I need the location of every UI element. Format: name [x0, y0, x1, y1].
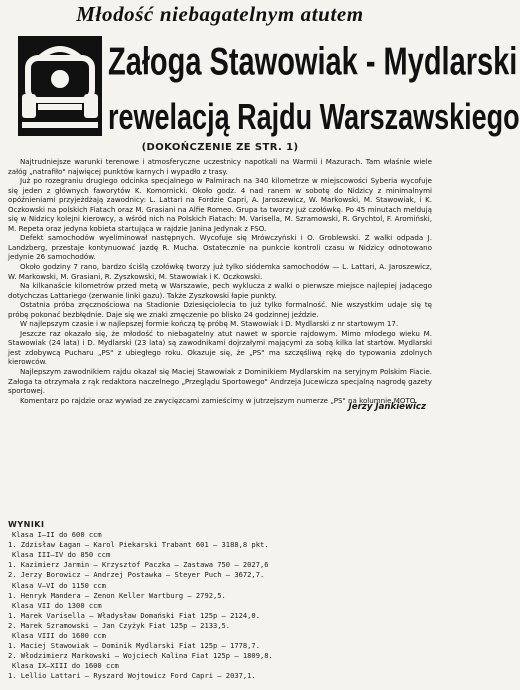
results-list — [8, 520, 432, 682]
paragraph: Już po rozegraniu drugiego odcinka specjalnego w Palmirach na 340 kilometrze w miejscowości Syberia wycofuje się jeden z głównych faworytów K. Komornicki. Około godz. 4 nad ranem w sobotę do Nidzicy z minimalnymi opóźnieniami przyjeżdżają zawodnicy: L. Lattari na Fordzie Capri, A. Jaroszewicz, W. Markowski, M. Stawowiak, i K. Oczkowski na polskich Fiatach oraz M. Grasiani na Alfie Romeo. Grupa ta tworzy już czołówkę. Po 45 minutach meldują się w Nidzicy kolejni kierowcy, a wśród nich na Polskich Fiatach: M. Varisella, M. Szramowski, R. Grychtol, F. Aromiński, M. Repeta oraz jedyna kobieta startująca w rajdzie Janina Jedynak z FSO. — [8, 176, 432, 233]
continued-note: (DOKOŃCZENIE ZE STR. 1) — [141, 142, 299, 153]
results-line: Klasa IX—XIII do 1600 ccm — [12, 661, 119, 671]
results-line: 2. Jerzy Borowicz — Andrzej Postawka — Steyer Puch — 3672,7. — [8, 570, 265, 580]
headline-line-1: Załoga Stawowiak - Mydlarski — [108, 40, 518, 84]
results-line: Klasa VIII do 1600 ccm — [12, 631, 106, 641]
results-line: 2. Włodzimierz Markowski — Wojciech Kalina Fiat 125p — 1809,8. — [8, 651, 273, 661]
results-line: 1. Zdzisław Łagan — Karol Piekarski Trabant 601 — 3188,8 pkt. — [8, 540, 269, 550]
rally-logo — [18, 36, 102, 136]
results-heading: WYNIKI — [8, 520, 45, 529]
paragraph: Jeszcze raz okazało się, że młodość to niebagatelny atut nawet w sporcie rajdowym. Mimo młodego wieku M. Stawowiak (24 lata) i D. Mydlarski (23 lata) są zawodnikami dojrzałymi mającymi za sobą kilka lat startów. Mydlarski jest zdobywcą Pucharu „PS" z ubiegłego roku. Okazuje się, że „PS" ma szczęśliwą rękę do typowania zdolnych kierowców. — [8, 328, 432, 367]
results-line: 2. Marek Szramowski — Jan Czyżyk Fiat 125p — 2133,5. — [8, 620, 231, 630]
rally-car-front-icon — [18, 36, 102, 136]
results-line: Klasa III—IV do 850 ccm — [12, 550, 111, 560]
paragraph: W najlepszym czasie i w najlepszej formie kończą tę próbę M. Stawowiak i D. Mydlarski z nr startowym 17. — [20, 319, 399, 329]
article-body — [8, 157, 432, 413]
results-line: 1. Henryk Mandera — Zenon Keller Wartburg — 2792,5. — [8, 590, 226, 600]
paragraph: Około godziny 7 rano, bardzo ściślą czołówkę tworzy już tylko siódemka samochodów — L. Lattari, A. Jaroszewicz, W. Markowski, M. Grasiani, R. Zyszkowski, M. Stawowiak i K. Oczkowski. — [8, 262, 432, 281]
article-headline — [108, 34, 520, 138]
author-signature: Jerzy Jankiewicz — [348, 402, 426, 413]
results-line: 1. Lellio Lattari — Ryszard Wojtowicz Ford Capri — 2037,1. — [8, 671, 256, 681]
results-line: 1. Maciej Stawowiak — Dominik Mydlarski Fiat 125p — 1778,7. — [8, 641, 260, 651]
results-line: Klasa VII do 1300 ccm — [12, 600, 102, 610]
paragraph: Na kilkanaście kilometrów przed metą w Warszawie, pech wyklucza z walki o pierwsze miejsce najlepiej jadącego dotychczas Lattariego (zerwanie linki gazu). Także Zyszkowski łapie punkty. — [8, 281, 432, 300]
headline-line-2: rewelacją Rajdu Warszawskiego — [108, 96, 520, 138]
article-kicker: Młodość niebagatelnym atutem — [76, 2, 364, 26]
results-line: 1. Kazimierz Jarmin — Krzysztof Paczka — Zastawa 750 — 2027,6 — [8, 560, 269, 570]
results-line: 1. Marek Varisella — Władysław Domański Fiat 125p — 2124,0. — [8, 610, 260, 620]
paragraph: Ostatnia próba zręcznościowa na Stadionie Dziesięciolecia to już tylko formalność. Nie wszystkim udaje się tę próbę pokonać bezbłędnie. Daje się we znaki zmęczenie po blisko 24 godzinnej jeździe. — [8, 300, 432, 319]
results-line: Klasa V—VI do 1150 ccm — [12, 580, 106, 590]
paragraph: Najtrudniejsze warunki terenowe i atmosferyczne uczestnicy napotkali na Warmii i Mazurach. Tam właśnie wiele załóg „natrafiło" najwięcej punktów karnych i wypadło z trasy. — [8, 157, 432, 176]
results-line: Klasa I—II do 600 ccm — [12, 530, 102, 540]
paragraph: Najlepszym zawodnikiem rajdu okazał się Maciej Stawowiak z Dominikiem Mydlarskim na seryjnym Polskim Fiacie. Załoga ta otrzymała z rąk redaktora naczelnego „Przeglądu Sportowego" Andrzeja Jucewicza specjalną nagrodę gazety sportowej. — [8, 367, 432, 396]
paragraph: Komentarz po rajdzie oraz wywiad ze zwycięzcami zamieścimy w jutrzejszym numerze „PS" na kolumnie MOTO. — [20, 395, 418, 405]
paragraph: Defekt samochodów wyeliminował następnych. Wycofuje się Mrówczyński i O. Groblewski. Z walki odpada J. Landzberg, przestaje kontynuować jazdę R. Mucha. Ostatecznie na punkcie kontroli czasu w Nidzicy odnotowano jedynie 26 samochodów. — [8, 233, 432, 262]
